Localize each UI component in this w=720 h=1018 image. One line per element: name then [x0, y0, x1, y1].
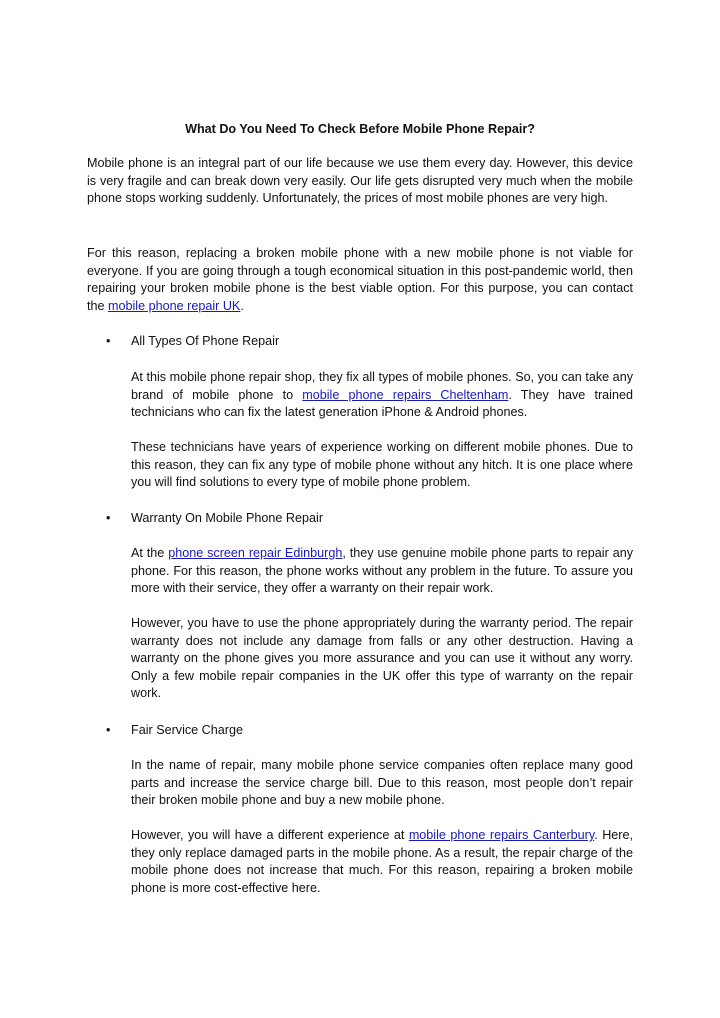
document-title: What Do You Need To Check Before Mobile Phone Repair? [185, 122, 535, 136]
section-3-paragraph-1-text: In the name of repair, many mobile phone service companies often replace many good parts and increase the service charge bill. Due to this reason, most people don’t repair their broken mobile phone and buy a new mobile phone. [131, 758, 633, 808]
bullet-icon: • [106, 723, 111, 737]
section-1-paragraph-2-text: These technicians have years of experience working on different mobile phones. Due to this reason, they can fix any type of mobile phone without any hitch. It is one place where you will find solutions to every type of mobile phone problem. [131, 440, 633, 490]
mobile-phone-repairs-canterbury-link[interactable]: mobile phone repairs Canterbury [408, 828, 595, 842]
mobile-phone-repair-uk-link[interactable]: mobile phone repair UK [108, 298, 241, 313]
section-1-paragraph-1-end: . They have trained technicians who can fix the latest generation iPhone & Android phones. [131, 387, 633, 420]
section-2-paragraph-1 [131, 545, 633, 598]
section-2-heading: Warranty On Mobile Phone Repair [131, 511, 324, 525]
phone-screen-repair-edinburgh-link[interactable]: phone screen repair Edinburgh [168, 546, 343, 560]
section-3-heading: Fair Service Charge [131, 723, 243, 737]
section-3-paragraph-2 [131, 827, 633, 897]
mobile-phone-repairs-cheltenham-link[interactable]: mobile phone repairs Cheltenham [302, 387, 509, 402]
section-2-paragraph-1-text: , they use genuine mobile phone parts to repair any phone. For this reason, the phone works without any problem in the future. To assure you more with their service, they offer a warranty on their repair work. [131, 546, 634, 596]
section-1-paragraph-1 [131, 369, 633, 422]
intro-paragraph-2-text: For this reason, replacing a broken mobile phone with a new mobile phone is not viable for everyone. If you are going through a tough economical situation in this post-pandemic world, then repairing your broken mobile phone is the best viable option. For this purpose, you can contact the [87, 246, 633, 313]
section-3-paragraph-2-text: . Here, they only replace damaged parts in the mobile phone. As a result, the repair charge of the mobile phone does not increase that much. For this reason, repairing a broken mobile phone is more cost-effective here. [131, 828, 634, 895]
section-3-paragraph-1 [131, 757, 633, 810]
bullet-icon: • [106, 511, 111, 525]
section-1-paragraph-1-text: At this mobile phone repair shop, they fix all types of mobile phones. So, you can take any brand of mobile phone to [131, 370, 633, 402]
intro-paragraph-1 [87, 155, 633, 208]
section-1-heading: All Types Of Phone Repair [131, 334, 280, 348]
intro-paragraph-1-text: Mobile phone is an integral part of our life because we use them every day. However, this device is very fragile and can break down very easily. Our life gets disrupted very much when the mobile phone stops working suddenly. Unfortunately, the prices of most mobile phones are very high. [87, 156, 633, 206]
section-2-paragraph-1-start: At the [131, 546, 169, 560]
intro-paragraph-2 [87, 245, 633, 315]
section-2-paragraph-2 [131, 615, 633, 703]
intro-paragraph-2-end: . [240, 298, 244, 313]
bullet-icon: • [106, 334, 111, 348]
section-3-paragraph-2-start: However, you will have a different experience at [131, 828, 409, 842]
section-1-paragraph-2 [131, 439, 633, 492]
section-2-paragraph-2-text: However, you have to use the phone appropriately during the warranty period. The repair warranty does not include any damage from falls or any other destruction. Having a warranty on the phone gives you more assurance and you can use it without any worry. Only a few mobile repair companies in the UK offer this type of warranty on the repair work. [131, 616, 633, 701]
